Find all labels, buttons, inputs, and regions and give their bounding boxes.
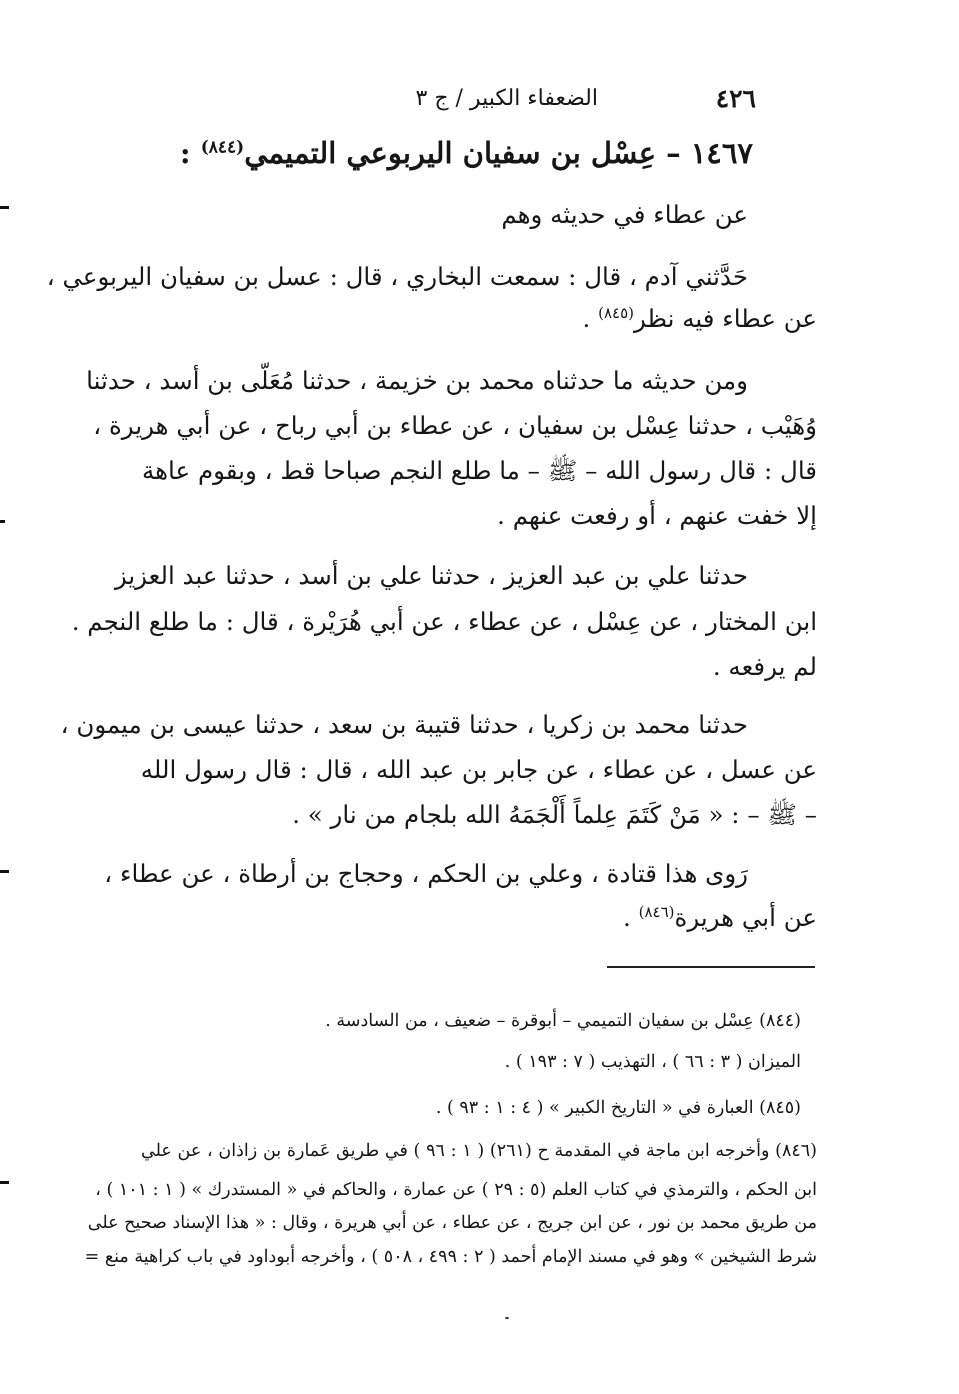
body-line: حَدَّثني آدم ، قال : سمعت البخاري ، قال : عسل بن سفيان اليربوعي ،	[46, 262, 748, 291]
footnote-846-cont: شرط الشيخين » وهو في مسند الإمام أحمد ( ٢ : ٤٩٩ ، ٥٠٨ ) ، وأخرجه أبوداود في باب كراهية منع =	[84, 1247, 817, 1267]
body-line: وُهَيْب ، حدثنا عِسْل بن سفيان ، عن عطاء بن أبي رباح ، عن أبي هريرة ،	[93, 411, 817, 440]
running-title: الضعفاء الكبير / ج ٣	[415, 86, 598, 111]
page-header	[360, 84, 756, 120]
entry-heading	[179, 136, 753, 170]
body-line: إلا خفت عنهم ، أو رفعت عنهم .	[497, 501, 817, 530]
scan-speck	[505, 1317, 509, 1319]
body-text: عن عطاء فيه نظر	[633, 304, 817, 334]
footnote-844: (٨٤٤) عِسْل بن سفيان التميمي – أبوقرة – ضعيف ، من السادسة .	[325, 1011, 801, 1031]
body-line: عن عطاء في حديثه وهم	[501, 200, 748, 229]
entry-colon: :	[179, 136, 201, 170]
body-line: رَوى هذا قتادة ، وعلي بن الحكم ، وحجاج بن أرطاة ، عن عطاء ،	[104, 859, 748, 888]
body-line: عن عسل ، عن عطاء ، عن جابر بن عبد الله ، قال : قال رسول الله	[140, 755, 817, 784]
footnote-ref-845: (٨٤٥)	[598, 304, 634, 322]
body-line: ابن المختار ، عن عِسْل ، عن عطاء ، عن أبي هُرَيْرة ، قال : ما طلع النجم .	[71, 607, 817, 636]
footnote-844-cont: الميزان ( ٣ : ٦٦ ) ، التهذيب ( ٧ : ١٩٣ ) .	[504, 1052, 801, 1072]
body-line: – ﷺ – : « مَنْ كَتَمَ عِلماً أَلْجَمَهُ الله بلجام من نار » .	[292, 800, 817, 829]
footnote-846-cont: ابن الحكم ، والترمذي في كتاب العلم (٥ : ٢٩ ) عن عمارة ، والحاكم في « المستدرك » ( ١ : ١٠١ ) ،	[95, 1180, 817, 1200]
sentence-end: .	[582, 304, 599, 334]
scan-edge-mark	[0, 870, 9, 873]
body-line: قال : قال رسول الله – ﷺ – ما طلع النجم صباحا قط ، وبقوم عاهة	[142, 456, 817, 485]
footnote-ref-846: (٨٤٦)	[638, 903, 675, 921]
footnote-845: (٨٤٥) العبارة في « التاريخ الكبير » ( ٤ : ١ : ٩٣ ) .	[435, 1098, 801, 1118]
body-line: ومن حديثه ما حدثناه محمد بن خزيمة ، حدثنا مُعَلّى بن أسد ، حدثنا	[86, 366, 748, 395]
page-number: ٤٢٦	[715, 84, 756, 113]
body-line	[137, 304, 817, 333]
footnote-846-cont: من طريق محمد بن نور ، عن ابن جريج ، عن عطاء ، عن أبي هريرة ، وقال : « هذا الإسناد صحيح على	[87, 1213, 817, 1233]
footnote-separator	[607, 966, 815, 968]
body-text: عن أبي هريرة	[674, 903, 817, 933]
body-line: حدثنا علي بن عبد العزيز ، حدثنا علي بن أسد ، حدثنا عبد العزيز	[114, 561, 748, 590]
body-line	[142, 903, 817, 932]
scan-edge-mark	[0, 206, 9, 209]
footnote-ref-844: (٨٤٤)	[200, 137, 245, 158]
body-line: لم يرفعه .	[712, 652, 817, 681]
footnote-846: (٨٤٦) وأخرجه ابن ماجة في المقدمة ح (٢٦١) ( ١ : ٩٦ ) في طريق عَمارة بن زاذان ، عن علي	[141, 1141, 817, 1161]
entry-title: ١٤٦٧ – عِسْل بن سفيان اليربوعي التميمي	[244, 136, 753, 170]
body-line: حدثنا محمد بن زكريا ، حدثنا قتيبة بن سعد ، حدثنا عيسى بن ميمون ،	[60, 710, 748, 739]
sentence-end: .	[623, 903, 639, 933]
scan-edge-mark	[0, 1181, 9, 1184]
scan-edge-mark	[0, 520, 5, 523]
